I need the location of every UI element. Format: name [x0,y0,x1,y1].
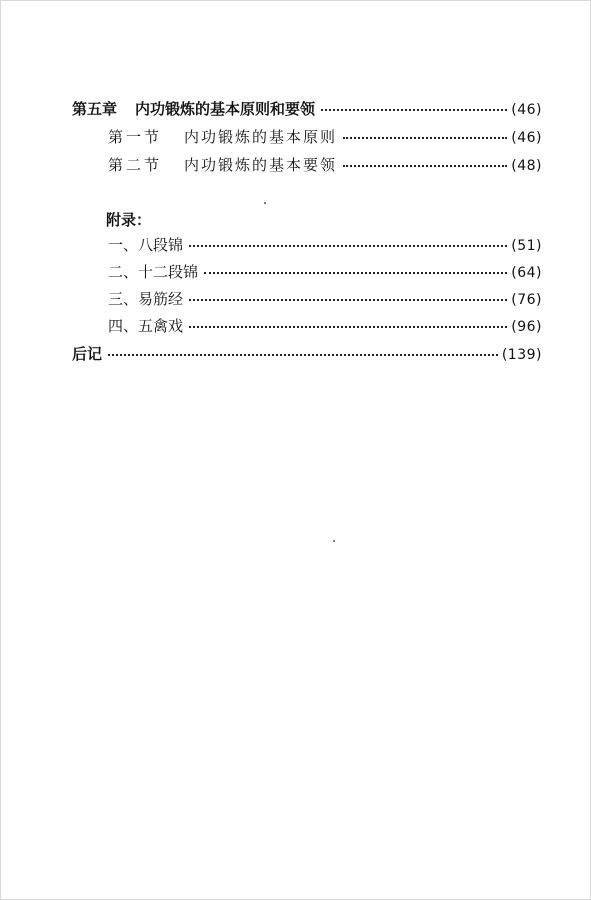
toc-appendix-item-2[interactable] [108,262,542,283]
section-page-number: (48) [511,158,542,174]
dot-leader [343,137,507,139]
toc-appendix-item-4[interactable] [108,316,542,337]
appendix-item-page-number: (64) [511,265,542,281]
toc-chapter-5[interactable] [72,99,542,120]
dot-leader [189,245,507,247]
section-title [108,155,337,175]
toc-section-2[interactable] [108,155,542,176]
section-page-number: (46) [511,130,542,146]
dot-leader [321,109,507,111]
dot-leader [204,272,507,274]
appendix-item-page-number: (76) [511,292,542,308]
appendix-item-page-number: (51) [511,238,542,254]
appendix-heading: 附录： [106,211,152,229]
section-title [108,127,337,147]
afterword-page-number: (139) [501,347,542,363]
dot-leader [189,299,507,301]
appendix-item-page-number: (96) [511,319,542,335]
appendix-item-title: 四、五禽戏 [108,317,184,335]
toc-afterword[interactable] [72,344,542,365]
appendix-item-title: 二、十二段锦 [108,263,199,281]
section-number: 第二节 [108,156,163,174]
appendix-item-title: 一、八段锦 [108,236,184,254]
toc-section-1[interactable] [108,127,542,148]
section-name: 内功锻炼的基本要领 [184,156,338,174]
section-name: 内功锻炼的基本原则 [184,128,338,146]
chapter-number: 第五章 [72,100,118,118]
section-number: 第一节 [108,128,163,146]
scan-speck [264,202,266,204]
toc-appendix-item-1[interactable] [108,235,542,256]
toc-appendix-item-3[interactable] [108,289,542,310]
dot-leader [189,326,507,328]
chapter-page-number: (46) [511,102,542,118]
afterword-title: 后记 [72,345,103,363]
scan-speck [333,540,335,542]
dot-leader [343,165,507,167]
appendix-item-title: 三、易筋经 [108,290,184,308]
chapter-title [72,99,315,119]
chapter-name: 内功锻炼的基本原则和要领 [135,100,316,118]
dot-leader [108,354,498,356]
